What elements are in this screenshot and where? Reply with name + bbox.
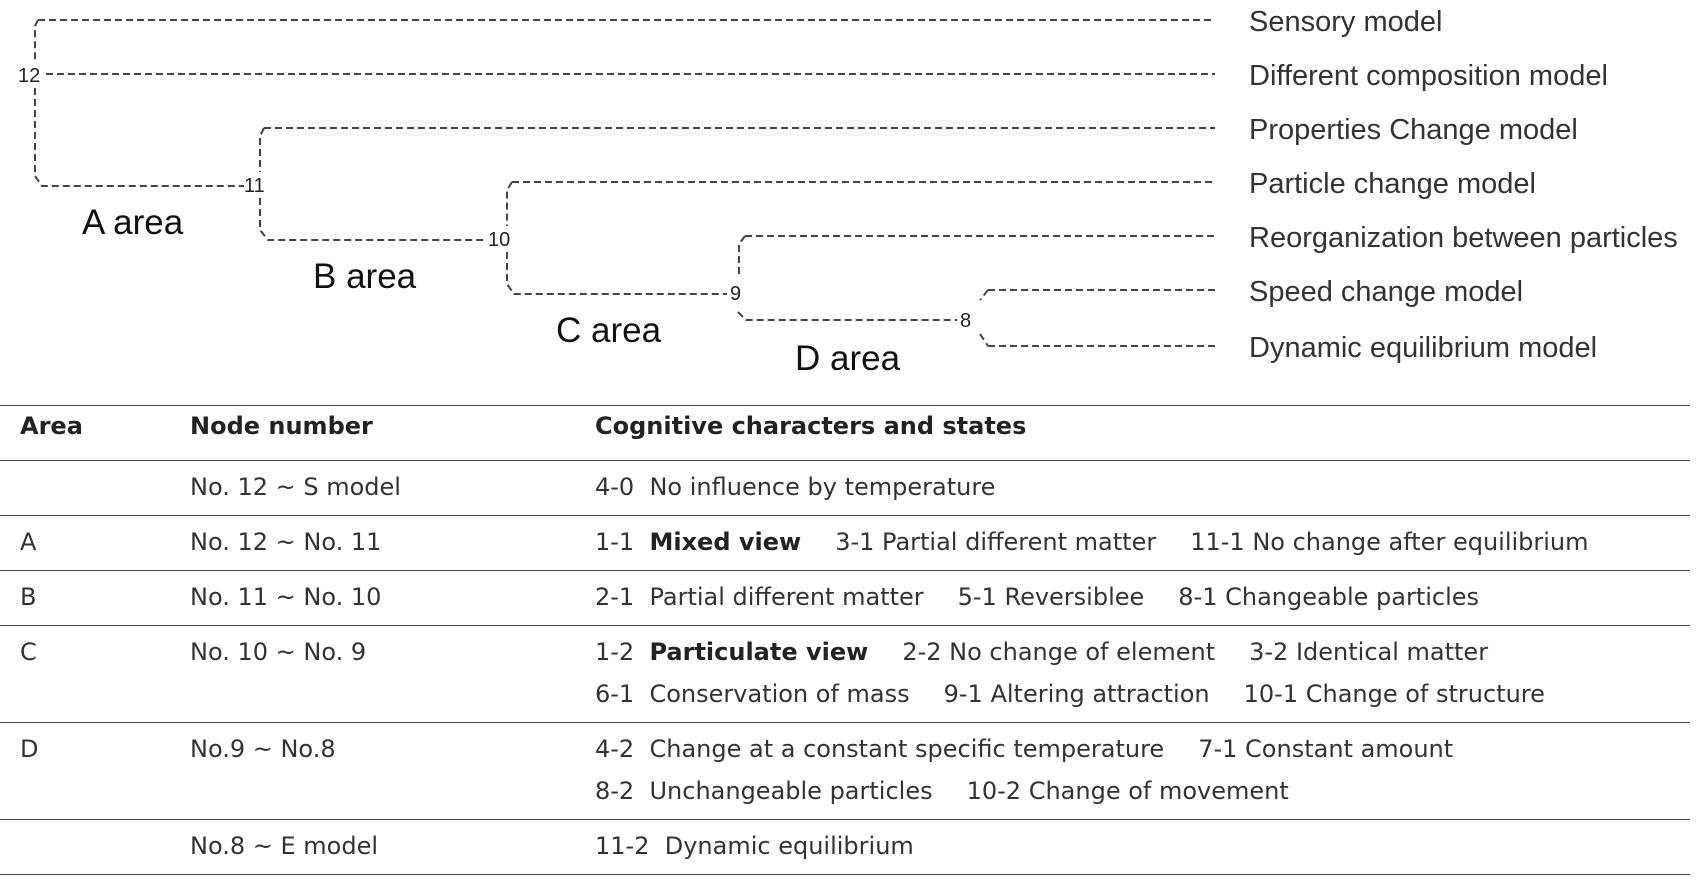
- cognitive-item: [595, 631, 868, 673]
- item-text: Change of structure: [1305, 680, 1545, 708]
- cell-area: A: [20, 528, 37, 556]
- item-text: Identical matter: [1295, 638, 1489, 666]
- cell-cognitive: [595, 576, 1513, 618]
- item-code: 8-1: [1178, 583, 1218, 611]
- item-text: No change of element: [949, 638, 1216, 666]
- cognitive-line: [595, 770, 1487, 812]
- node-label: 8: [960, 310, 972, 332]
- cluster-9-upper: [739, 236, 745, 278]
- cognitive-item: [1249, 631, 1488, 673]
- header-cognitive: Cognitive characters and states: [595, 412, 1027, 440]
- cluster-8-upper: [980, 290, 988, 300]
- item-text: No change after equilibrium: [1252, 528, 1589, 556]
- item-code: 6-1: [595, 680, 635, 708]
- cognitive-item: [944, 673, 1210, 715]
- table-row: [0, 516, 1690, 570]
- item-text: Reversiblee: [1004, 583, 1145, 611]
- item-code: 10-1: [1243, 680, 1299, 708]
- model-label: Different composition model: [1249, 60, 1608, 92]
- cluster-11-upper: [260, 128, 264, 172]
- item-text: Change of movement: [1028, 777, 1289, 805]
- model-label: Speed change model: [1249, 276, 1524, 308]
- area-label: A area: [82, 203, 184, 242]
- cluster-10-upper: [507, 182, 512, 226]
- cell-cognitive: [595, 728, 1487, 812]
- item-code: 2-2: [902, 638, 942, 666]
- cognitive-item: [595, 770, 933, 812]
- cognitive-item: [595, 521, 801, 563]
- cell-node-number: No. 12 ~ S model: [190, 473, 401, 501]
- item-code: 10-2: [966, 777, 1022, 805]
- cell-area: C: [20, 638, 37, 666]
- cognitive-item: [835, 521, 1156, 563]
- cell-node-number: No. 11 ~ No. 10: [190, 583, 382, 611]
- table-row: [0, 723, 1690, 819]
- model-label: Particle change model: [1249, 168, 1536, 200]
- item-text: Change at a constant specific temperature: [649, 735, 1165, 763]
- table-rule: [0, 874, 1690, 875]
- item-text: Changeable particles: [1225, 583, 1480, 611]
- model-label: Sensory model: [1249, 6, 1443, 38]
- cognitive-line: [595, 728, 1487, 770]
- cell-area: B: [20, 583, 37, 611]
- node-label: 10: [488, 229, 511, 251]
- item-code: 11-2: [595, 832, 650, 860]
- cluster-10-lower: [507, 252, 727, 294]
- cognitive-line: [595, 673, 1579, 715]
- item-code: 11-1: [1190, 528, 1245, 556]
- item-code: 1-1: [595, 528, 635, 556]
- node-label: 12: [18, 65, 41, 87]
- cell-cognitive: [595, 521, 1623, 563]
- cognitive-item: [1190, 521, 1588, 563]
- node-label: 11: [244, 175, 265, 197]
- cognitive-item: [1198, 728, 1453, 770]
- table-row: [0, 820, 1690, 874]
- cognitive-item: [958, 576, 1145, 618]
- cognitive-item: [595, 825, 914, 867]
- cell-node-number: No. 12 ~ No. 11: [190, 528, 382, 556]
- cell-cognitive: [595, 466, 1029, 508]
- cognitive-line: [595, 576, 1513, 618]
- dendrogram: [0, 0, 1696, 400]
- item-text: Particulate view: [649, 638, 869, 666]
- cognitive-item: [595, 673, 910, 715]
- cluster-12-upper: [35, 20, 38, 62]
- node-label: 9: [730, 283, 742, 305]
- cognitive-line: [595, 825, 948, 867]
- table-row: [0, 461, 1690, 515]
- cluster-11-lower: [260, 198, 484, 240]
- item-text: Mixed view: [649, 528, 802, 556]
- item-code: 3-2: [1249, 638, 1289, 666]
- area-label: B area: [313, 257, 417, 296]
- cognitive-item: [595, 728, 1164, 770]
- item-code: 4-2: [595, 735, 635, 763]
- cell-node-number: No.9 ~ No.8: [190, 735, 336, 763]
- item-code: 3-1: [835, 528, 875, 556]
- cell-node-number: No.8 ~ E model: [190, 832, 379, 860]
- item-text: Unchangeable particles: [649, 777, 933, 805]
- item-text: No influence by temperature: [649, 473, 996, 501]
- cognitive-item: [595, 466, 995, 508]
- table-header-row: [0, 406, 1690, 460]
- header-node: Node number: [190, 412, 373, 440]
- model-label: Reorganization between particles: [1249, 222, 1678, 254]
- table-row: [0, 626, 1690, 722]
- cognitive-line: [595, 466, 1029, 508]
- model-label: Dynamic equilibrium model: [1249, 332, 1598, 364]
- cognitive-item: [1178, 576, 1479, 618]
- cluster-8-lower: [980, 334, 988, 346]
- model-label: Properties Change model: [1249, 114, 1578, 146]
- item-text: Partial different matter: [649, 583, 924, 611]
- item-code: 1-2: [595, 638, 635, 666]
- cell-node-number: No. 10 ~ No. 9: [190, 638, 367, 666]
- item-code: 5-1: [957, 583, 997, 611]
- item-text: Constant amount: [1245, 735, 1454, 763]
- cognitive-line: [595, 631, 1579, 673]
- cell-area: D: [20, 735, 39, 763]
- item-code: 2-1: [595, 583, 635, 611]
- cell-cognitive: [595, 631, 1579, 715]
- cognitive-item: [1244, 673, 1545, 715]
- header-area: Area: [20, 412, 83, 440]
- area-label: D area: [795, 339, 901, 378]
- item-text: Partial different matter: [882, 528, 1157, 556]
- item-code: 7-1: [1198, 735, 1238, 763]
- cognition-table: [0, 405, 1690, 875]
- cluster-12-lower: [35, 88, 244, 186]
- cluster-9-lower: [738, 312, 957, 320]
- table-row: [0, 571, 1690, 625]
- cognitive-item: [595, 576, 924, 618]
- item-text: Conservation of mass: [649, 680, 910, 708]
- item-code: 8-2: [595, 777, 635, 805]
- cognitive-line: [595, 521, 1623, 563]
- item-text: Dynamic equilibrium: [664, 832, 914, 860]
- item-text: Altering attraction: [990, 680, 1210, 708]
- area-label: C area: [556, 311, 662, 350]
- table-body: [0, 460, 1690, 875]
- cell-cognitive: [595, 825, 948, 867]
- item-code: 4-0: [595, 473, 635, 501]
- item-code: 9-1: [943, 680, 983, 708]
- cognitive-item: [967, 770, 1289, 812]
- cognitive-item: [902, 631, 1215, 673]
